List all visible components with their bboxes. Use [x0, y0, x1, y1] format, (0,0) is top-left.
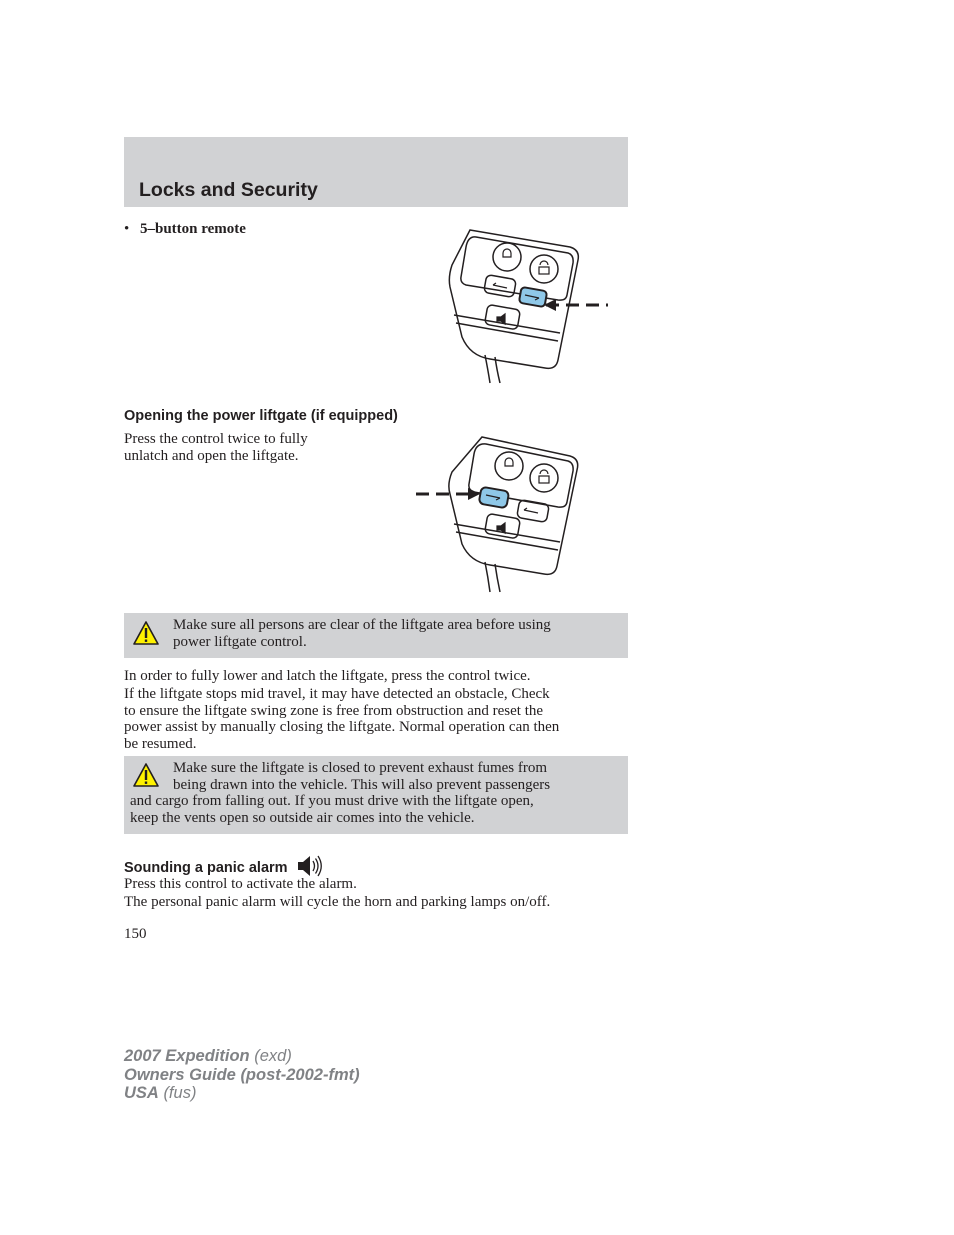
liftgate-intro: Press the control twice to fully unlatch and open the liftgate.	[124, 431, 308, 464]
panic-paragraph-1: Press this control to activate the alarm.	[124, 876, 357, 892]
warning-triangle-icon	[132, 762, 160, 788]
remote-illustration-top	[440, 225, 615, 385]
footer-doc-info: 2007 Expedition (exd) Owners Guide (post-2002-fmt) USA (fus)	[124, 1047, 360, 1102]
warning-box-clearance	[124, 613, 628, 658]
speaker-icon	[296, 855, 322, 877]
bullet-label: 5–button remote	[140, 221, 246, 237]
heading-panic-alarm: Sounding a panic alarm	[124, 855, 322, 877]
paragraph-obstacle: If the liftgate stops mid travel, it may have detected an obstacle, Check to ensure the liftgate swing zone is free from obstruction and reset the power assist by manually closing the liftgate. Normal operation can then be resumed.	[124, 686, 560, 752]
section-header-band	[124, 137, 628, 207]
warning-text-exhaust: Make sure the liftgate is closed to prevent exhaust fumes from being drawn into the vehicle. This will also prevent passengers	[173, 760, 551, 793]
bullet-item: • 5–button remote	[124, 221, 246, 237]
panic-paragraph-2: The personal panic alarm will cycle the horn and parking lamps on/off.	[124, 894, 551, 910]
warning-text-exhaust-cont: and cargo from falling out. If you must drive with the liftgate open, keep the vents open so outside air comes into the vehicle.	[130, 793, 534, 826]
remote-illustration-bottom	[412, 434, 587, 594]
heading-liftgate: Opening the power liftgate (if equipped)	[124, 408, 398, 424]
warning-text-clearance: Make sure all persons are clear of the liftgate area before using power liftgate control.	[173, 617, 551, 650]
warning-box-exhaust	[124, 756, 628, 834]
page-title: Locks and Security	[139, 179, 318, 201]
paragraph-lower-liftgate: In order to fully lower and latch the liftgate, press the control twice.	[124, 668, 531, 684]
page-number: 150	[124, 926, 147, 942]
warning-triangle-icon	[132, 620, 160, 646]
